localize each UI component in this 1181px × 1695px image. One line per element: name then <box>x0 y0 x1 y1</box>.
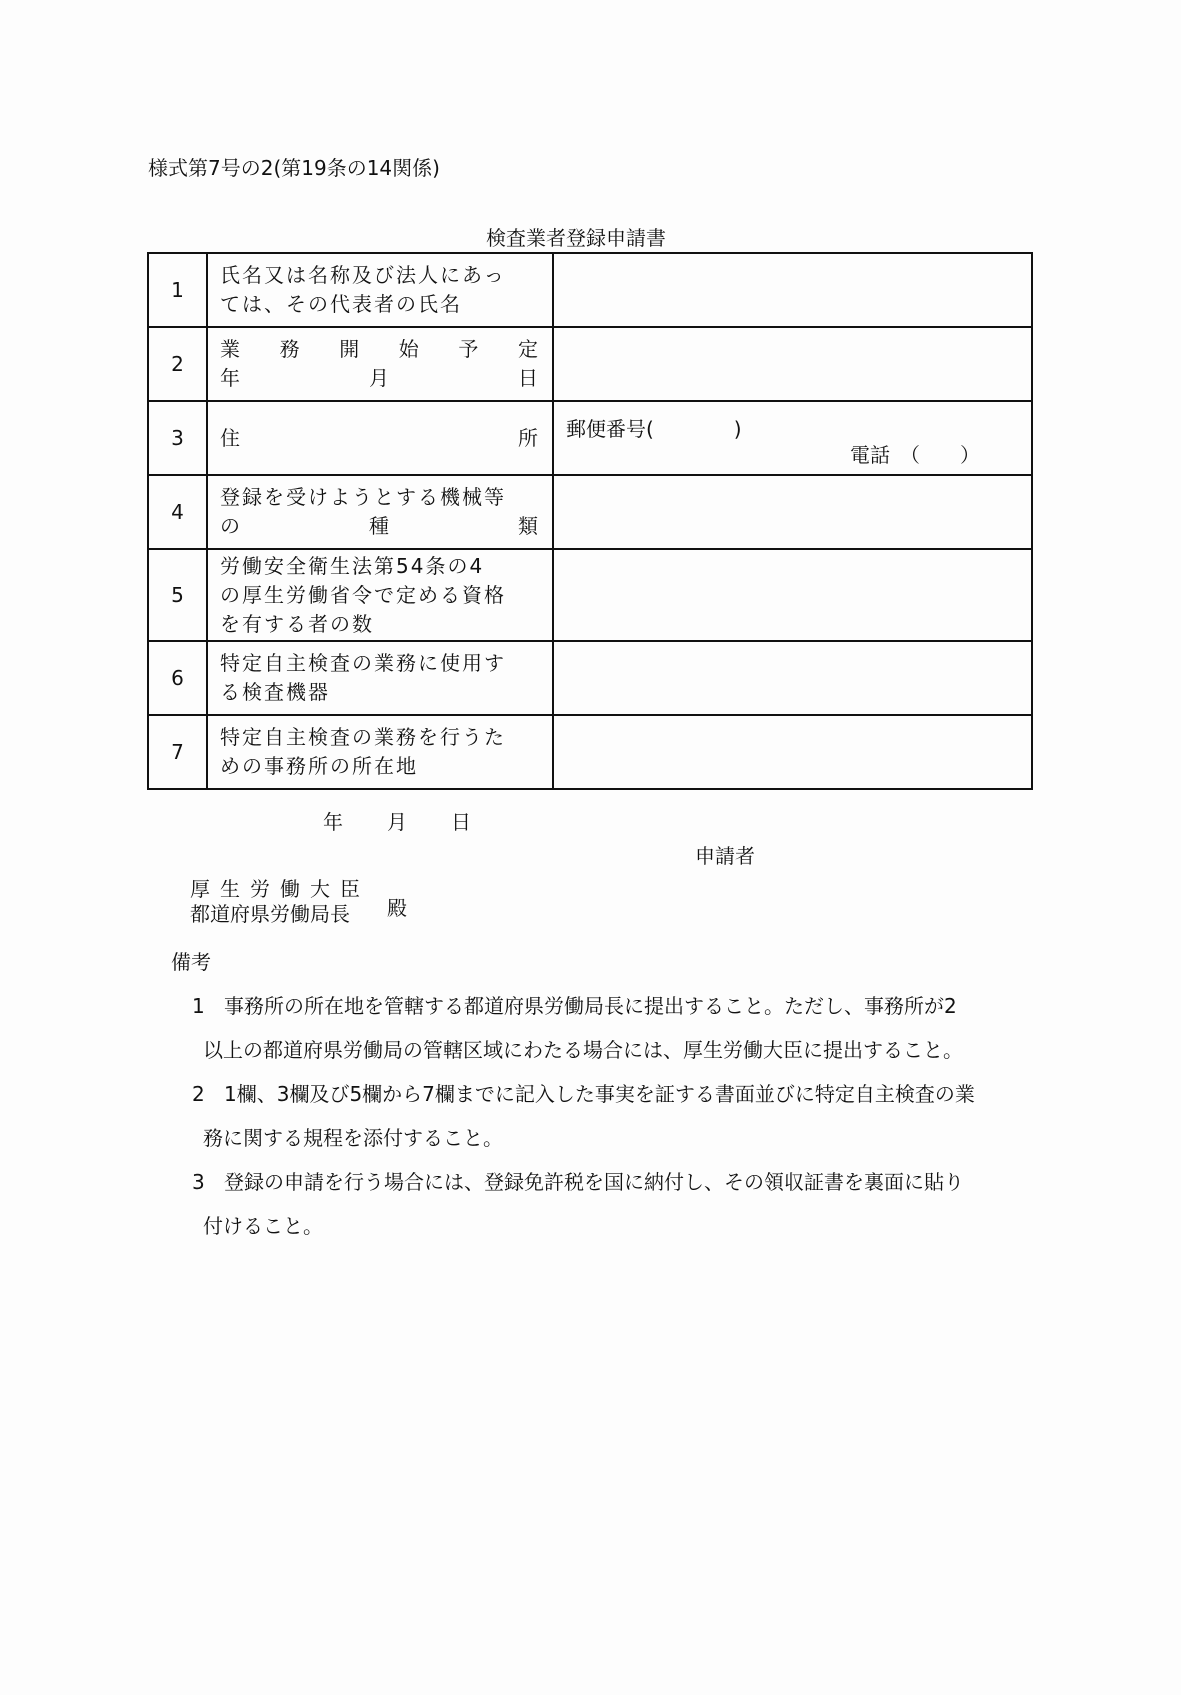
row-number: 4 <box>148 475 207 549</box>
remarks-heading: 備考 <box>171 950 211 974</box>
remark-note-1: 1 事務所の所在地を管轄する都道府県労働局長に提出すること。ただし、事務所が2 <box>192 994 957 1018</box>
start-date-field[interactable] <box>553 327 1032 401</box>
address-field[interactable] <box>553 401 1032 475</box>
phone-label: 電話 （ ） <box>850 443 980 467</box>
table-row <box>148 549 1032 641</box>
table-row <box>148 253 1032 327</box>
remark-note-2: 2 1欄、3欄及び5欄から7欄までに記入した事実を証する書面並びに特定自主検査の業 <box>192 1082 975 1106</box>
application-table <box>147 252 1033 790</box>
row-label: 業 務 開 始 予 定 年 月 日 <box>207 327 553 401</box>
office-location-field[interactable] <box>553 715 1032 789</box>
row-label: 氏名又は名称及び法人にあっ ては、その代表者の氏名 <box>207 253 553 327</box>
document-title: 検査業者登録申請書 <box>486 226 666 250</box>
row-label: 住 所 <box>207 401 553 475</box>
addressee: 厚生労働大臣 都道府県労働局長 <box>190 877 370 926</box>
row-label: 特定自主検査の業務に使用す る検査機器 <box>207 641 553 715</box>
row-number: 3 <box>148 401 207 475</box>
row-label: 特定自主検査の業務を行うた めの事務所の所在地 <box>207 715 553 789</box>
application-date[interactable]: 年 月 日 <box>323 810 471 834</box>
remark-note-3: 3 登録の申請を行う場合には、登録免許税を国に納付し、その領収証書を裏面に貼り <box>192 1170 964 1194</box>
machine-type-field[interactable] <box>553 475 1032 549</box>
row-number: 7 <box>148 715 207 789</box>
row-label: 登録を受けようとする機械等 の 種 類 <box>207 475 553 549</box>
form-number: 様式第7号の2(第19条の14関係) <box>148 156 440 180</box>
postal-code-label: 郵便番号( ) <box>566 417 742 441</box>
row-number: 6 <box>148 641 207 715</box>
table-row <box>148 641 1032 715</box>
table-row <box>148 715 1032 789</box>
qualified-count-field[interactable] <box>553 549 1032 641</box>
table-row <box>148 401 1032 475</box>
row-number: 5 <box>148 549 207 641</box>
row-label: 労働安全衛生法第54条の4 の厚生労働省令で定める資格 を有する者の数 <box>207 549 553 641</box>
table-row <box>148 327 1032 401</box>
table-row <box>148 475 1032 549</box>
applicant-label: 申請者 <box>695 844 755 868</box>
row-number: 2 <box>148 327 207 401</box>
inspection-equipment-field[interactable] <box>553 641 1032 715</box>
honorific: 殿 <box>387 896 407 920</box>
row-number: 1 <box>148 253 207 327</box>
name-field[interactable] <box>553 253 1032 327</box>
